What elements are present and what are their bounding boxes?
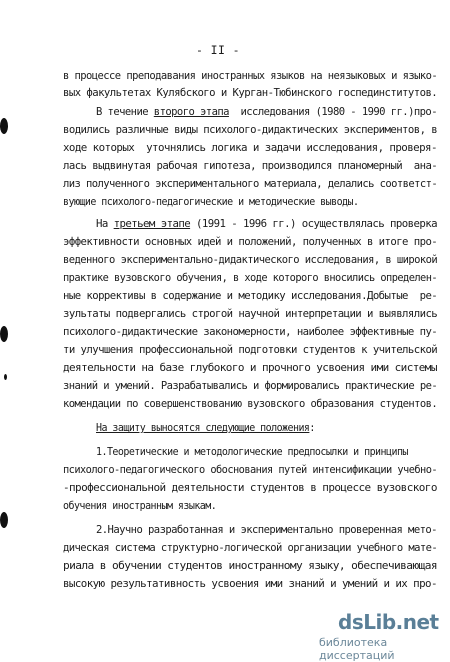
- text-line: [63, 560, 437, 573]
- text-line: [63, 290, 437, 303]
- text-segment: дическая система структурно-логической организации учебного мате-: [63, 543, 438, 554]
- text-segment: В течение: [96, 107, 154, 118]
- text-line: [63, 344, 437, 357]
- underlined-phrase: третьем этапе: [113, 219, 191, 230]
- text-segment: лиз полученного экспериментального материала, делались соответст-: [63, 179, 438, 190]
- text-line: [63, 542, 437, 555]
- text-segment: -профессиональной деятельности студентов в процессе вузовского: [63, 483, 437, 494]
- text-segment: психолого-педагогического обоснования путей интенсификации учебно-: [63, 465, 438, 476]
- text-segment: психолого-дидактические закономерности, наиболее эффективные пу-: [63, 327, 438, 338]
- text-segment: 2.Научно разработанная и экспериментально проверенная мето-: [96, 525, 437, 536]
- page-number: - II -: [196, 43, 240, 57]
- text-line: [96, 446, 408, 459]
- text-line: [63, 160, 437, 173]
- binding-hole-mark: [0, 118, 8, 134]
- text-segment: вых факультетах Кулябского и Курган-Тюбинского госпединститутов.: [63, 88, 438, 99]
- text-segment: знаний и умений. Разрабатывались и формировались практические ре-: [63, 381, 438, 392]
- text-segment: На: [96, 219, 114, 230]
- text-line: [63, 308, 437, 321]
- watermark-subtitle: библиотека диссертаций: [319, 636, 395, 662]
- text-segment: риала в обучении студентов иностранному языку, обеспечивающая: [63, 561, 437, 572]
- text-segment: ходе которых уточнялись логика и задачи исследования, проверя-: [63, 143, 437, 154]
- underlined-phrase: На защиту выносятся следующие положения: [96, 423, 310, 434]
- binding-hole-mark: [4, 374, 7, 380]
- binding-hole-mark: [0, 512, 8, 528]
- text-line: [63, 87, 437, 100]
- text-line: [63, 500, 216, 513]
- text-segment: зультаты подвергались строгой научной интерпретации и выявлялись: [63, 309, 438, 320]
- text-line: [63, 124, 437, 137]
- watermark-logo: dsLib.net: [338, 610, 439, 634]
- text-line: [63, 380, 437, 393]
- text-line: [96, 106, 437, 119]
- underlined-phrase: второго этапа: [153, 107, 229, 118]
- text-line: [63, 578, 437, 591]
- text-line: [63, 178, 437, 191]
- text-segment: водились различные виды психолого-дидактических экспериментов, в: [63, 125, 438, 136]
- text-line: [63, 272, 437, 285]
- text-line: [63, 142, 437, 155]
- text-line: [96, 422, 315, 435]
- text-line: [63, 362, 437, 375]
- text-segment: (1991 - 1996 гг.) осуществлялась проверка: [190, 219, 438, 230]
- text-segment: 1.Теоретические и методологические предпосылки и принципы: [96, 447, 408, 458]
- text-line: [63, 70, 437, 83]
- text-segment: эффективности основных идей и положений, полученных в итоге про-: [63, 237, 438, 248]
- text-line: [63, 236, 437, 249]
- text-segment: веденного экспериментально-дидактического исследования, в широкой: [63, 255, 438, 266]
- text-line: [63, 326, 437, 339]
- text-line: [63, 254, 437, 267]
- binding-hole-mark: [0, 326, 8, 342]
- text-line: [63, 398, 437, 411]
- text-segment: в процессе преподавания иностранных языков на неязыковых и языко-: [63, 71, 438, 82]
- text-segment: комендации по совершенствованию вузовского образования студентов.: [63, 399, 438, 410]
- text-segment: практике вузовского обучения, в ходе которого вносились определен-: [63, 273, 438, 284]
- text-line: [63, 464, 437, 477]
- text-segment: :: [309, 423, 315, 434]
- text-segment: вующие психолого-педагогические и методические выводы.: [63, 197, 359, 208]
- text-segment: обучения иностранным языкам.: [63, 501, 217, 512]
- text-segment: ные коррективы в содержание и методику исследования.Добытые ре-: [63, 291, 438, 302]
- text-segment: исследования (1980 - 1990 гг.)про-: [228, 107, 437, 118]
- text-segment: лась выдвинутая рабочая гипотеза, производился планомерный ана-: [63, 161, 438, 172]
- text-line: [96, 218, 437, 231]
- text-segment: деятельности на базе глубокого и прочного усвоения ими системы: [63, 363, 437, 374]
- text-segment: высокую результативность усвоения ими знаний и умений и их про-: [63, 579, 437, 590]
- text-segment: ти улучшения профессиональной подготовки студентов к учительской: [63, 345, 438, 356]
- text-line: [63, 196, 358, 209]
- text-line: [63, 482, 437, 495]
- text-line: [96, 524, 437, 537]
